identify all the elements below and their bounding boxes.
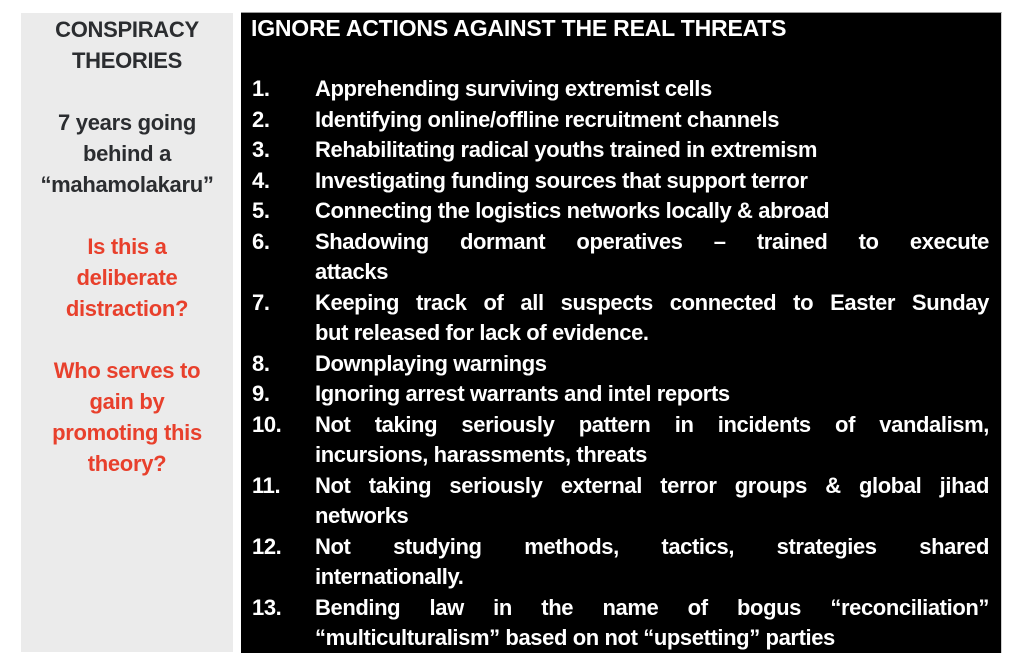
list-item-number: 12. xyxy=(252,533,282,559)
left-text-block xyxy=(21,355,233,479)
list-item-line: networks xyxy=(315,503,409,528)
left-text-line: 7 years going xyxy=(58,110,196,135)
left-text-line: promoting this xyxy=(52,420,202,445)
left-text-line: deliberate xyxy=(76,265,178,290)
list-item-line: attacks xyxy=(315,259,389,284)
list-item xyxy=(241,379,1001,410)
list-item-line: Not taking seriously external terror groups & global jihad xyxy=(315,472,989,498)
list-item-number: 10. xyxy=(252,411,282,437)
list-item-number: 6. xyxy=(252,228,270,254)
left-text-line: Who serves to xyxy=(53,358,201,383)
list-item xyxy=(241,166,1001,197)
list-item-line: Downplaying warnings xyxy=(315,350,547,376)
list-item-number: 11. xyxy=(252,472,281,498)
list-item-number: 13. xyxy=(252,594,282,620)
left-text-block xyxy=(21,231,233,324)
list-item-number: 4. xyxy=(252,167,270,193)
list-item-line: Investigating funding sources that support terror xyxy=(315,167,808,193)
threats-panel xyxy=(241,12,1002,653)
list-item-number: 9. xyxy=(252,381,270,406)
list-item-line: Identifying online/offline recruitment channels xyxy=(315,106,780,132)
list-item xyxy=(241,196,1001,227)
left-text-line: CONSPIRACY xyxy=(55,17,199,42)
list-item-line: Not studying methods, tactics, strategies shared xyxy=(315,533,989,559)
left-text-block xyxy=(21,107,233,200)
list-item-line: but released for lack of evidence. xyxy=(315,320,649,345)
threats-list xyxy=(241,74,1001,653)
list-item xyxy=(241,593,1001,654)
list-item xyxy=(241,410,1001,471)
list-item-line: internationally. xyxy=(315,564,464,589)
list-item-line: Keeping track of all suspects connected to Easter Sunday xyxy=(315,289,989,315)
list-item-line: Not taking seriously pattern in incidents of vandalism, xyxy=(315,411,989,437)
list-item-line: incursions, harassments, threats xyxy=(315,442,647,467)
list-item xyxy=(241,349,1001,380)
list-item xyxy=(241,105,1001,136)
list-item xyxy=(241,288,1001,349)
list-item-number: 8. xyxy=(252,350,270,376)
left-text-line: Is this a xyxy=(87,234,167,259)
list-item xyxy=(241,471,1001,532)
list-item-line: Rehabilitating radical youths trained in extremism xyxy=(315,137,818,162)
left-text-line: behind a xyxy=(82,141,172,166)
left-text-line: distraction? xyxy=(65,296,189,321)
list-item xyxy=(241,227,1001,288)
list-item-line: Shadowing dormant operatives – trained to execute xyxy=(315,228,989,254)
list-item-line: Ignoring arrest warrants and intel reports xyxy=(315,381,730,406)
list-item-line: Apprehending surviving extremist cells xyxy=(315,76,712,101)
threats-panel-title: IGNORE ACTIONS AGAINST THE REAL THREATS xyxy=(251,15,787,41)
list-item-line: Connecting the logistics networks locally & abroad xyxy=(315,198,830,223)
list-item-line: Bending law in the name of bogus “reconciliation” xyxy=(315,594,989,620)
left-text-line: gain by xyxy=(89,389,165,414)
list-item xyxy=(241,532,1001,593)
left-text-line: “mahamolakaru” xyxy=(40,172,214,197)
list-item-line: “multiculturalism” based on not “upsetting” parties xyxy=(315,625,835,650)
left-text-line: THEORIES xyxy=(71,48,183,73)
list-item-number: 1. xyxy=(252,76,270,101)
list-item-number: 2. xyxy=(252,106,270,132)
list-item xyxy=(241,135,1001,166)
left-panel-content xyxy=(21,14,233,479)
left-panel xyxy=(21,13,233,652)
list-item-number: 7. xyxy=(252,289,270,315)
list-item-number: 5. xyxy=(252,198,270,223)
left-text-line: theory? xyxy=(87,451,167,476)
left-text-block xyxy=(21,14,233,76)
list-item-number: 3. xyxy=(252,137,270,162)
list-item xyxy=(241,74,1001,105)
